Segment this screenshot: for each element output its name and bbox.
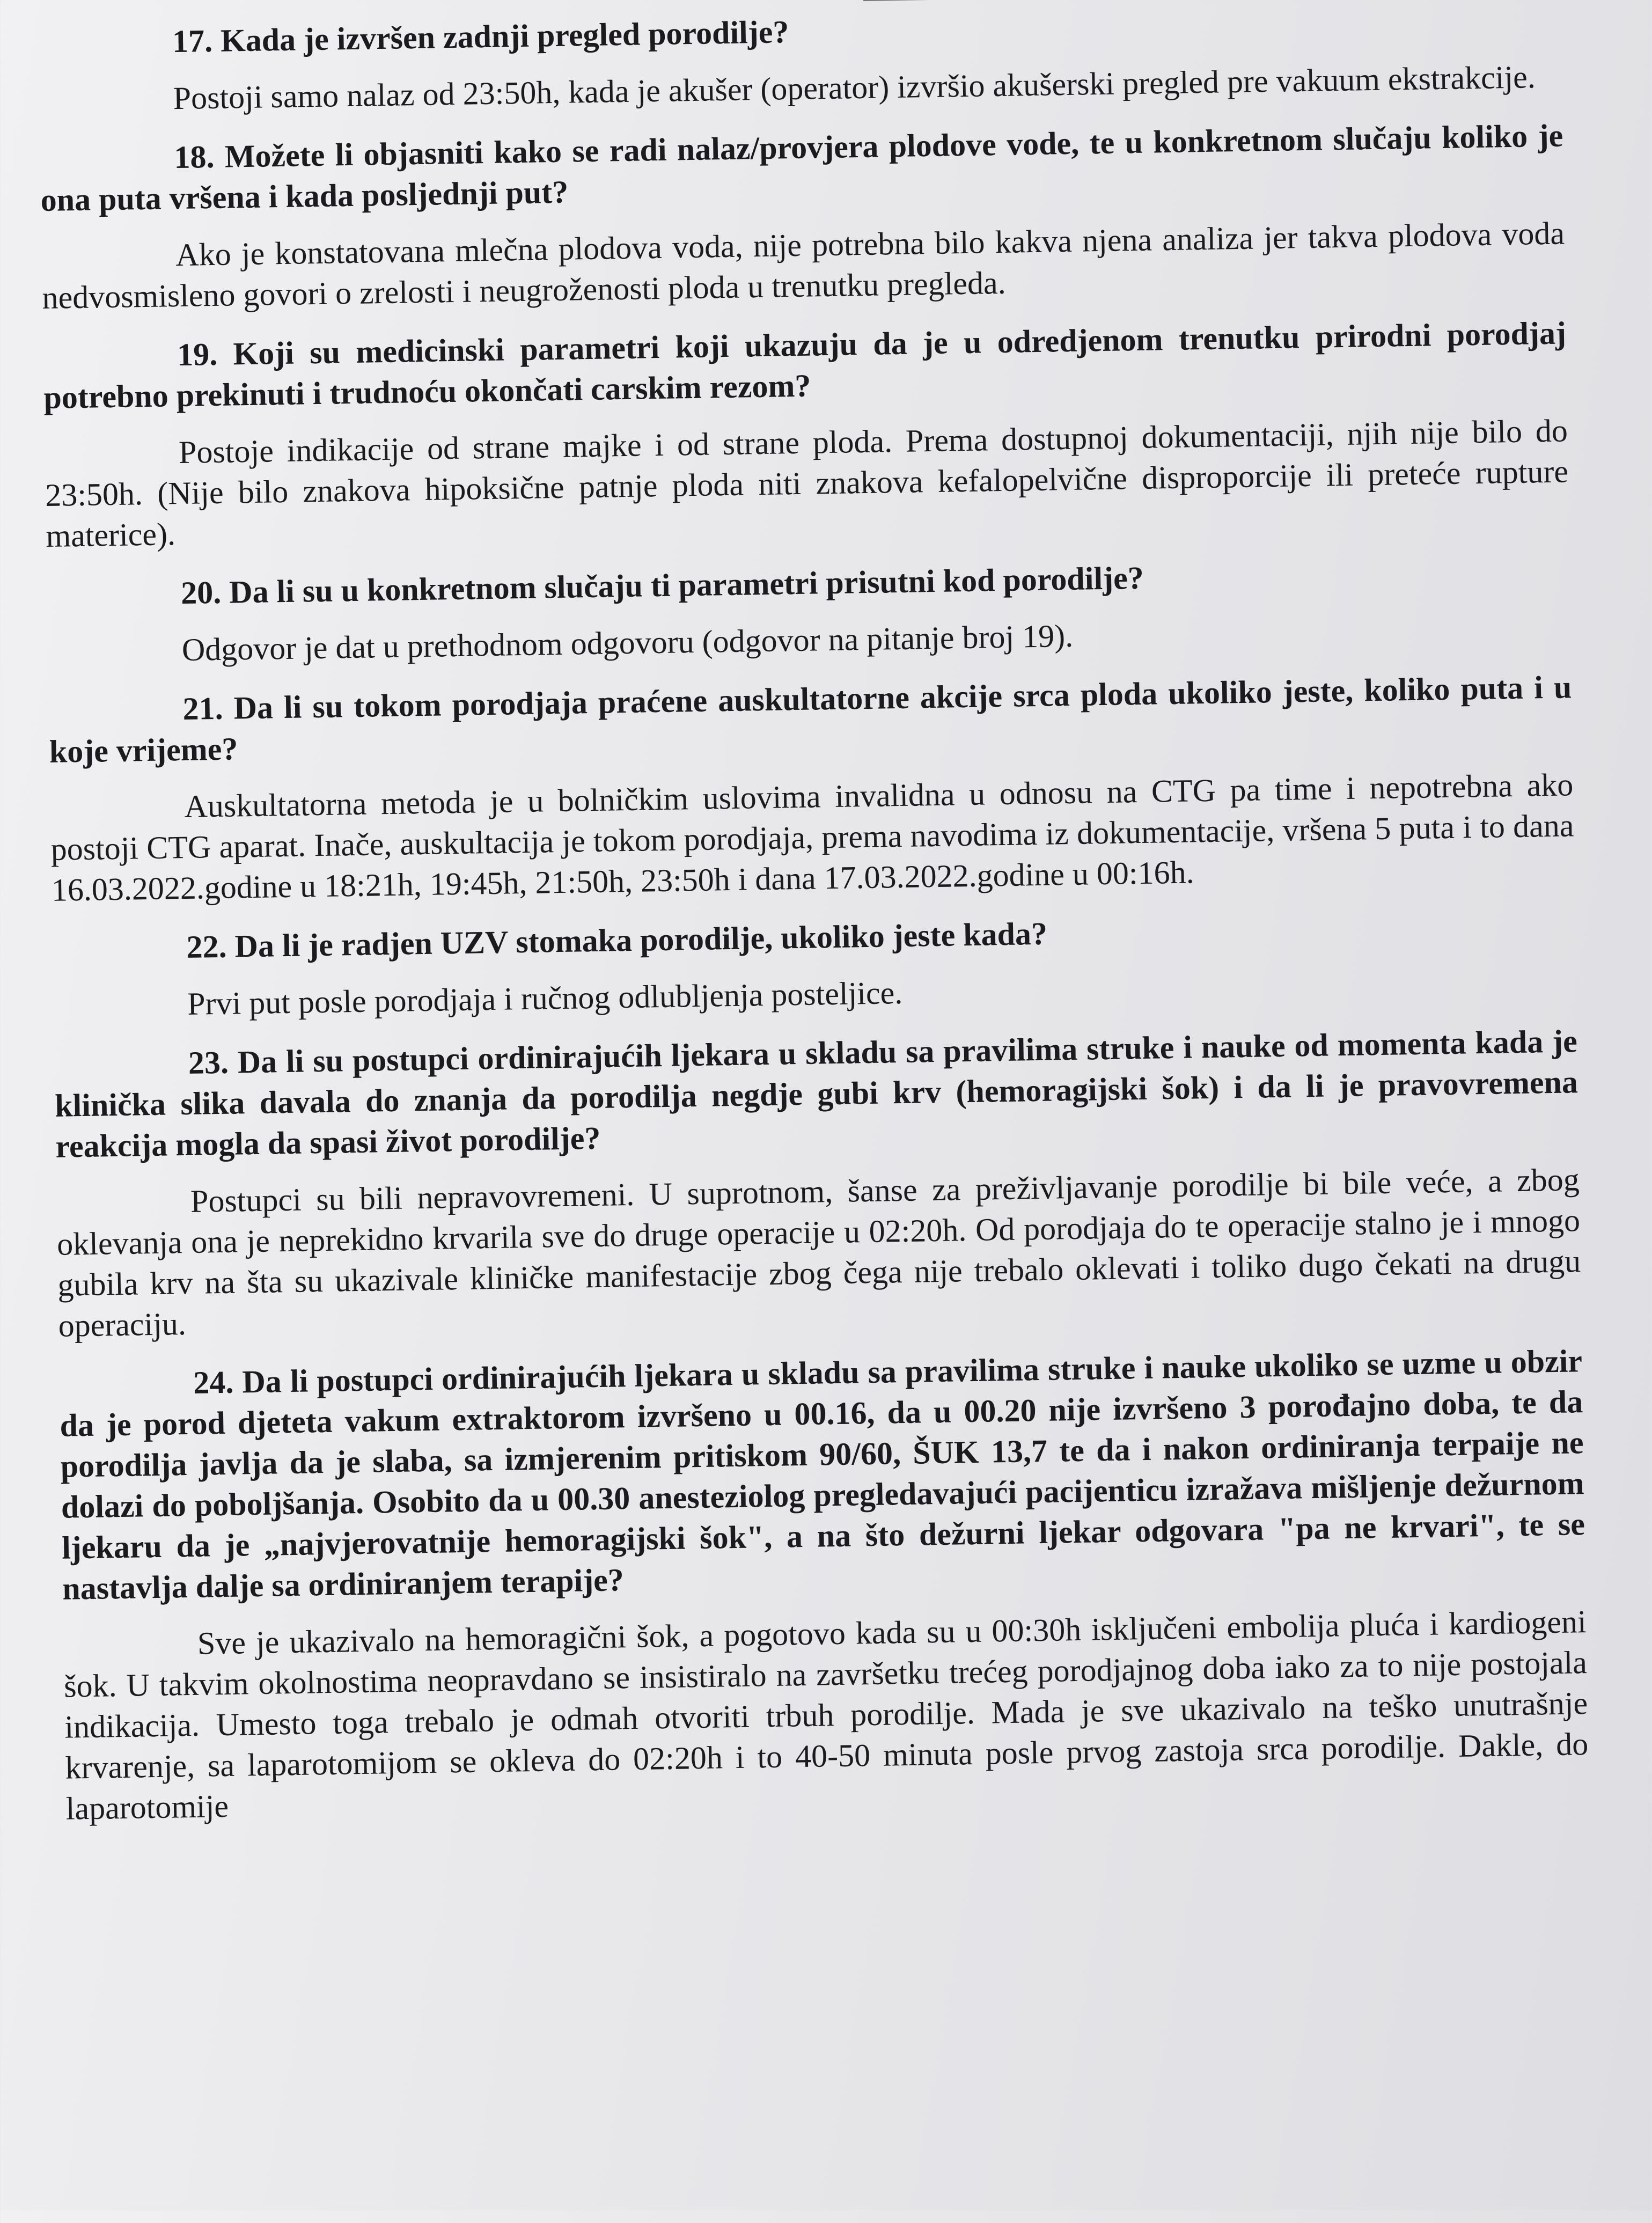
answer-20: Odgovor je dat u prethodnom odgovoru (odgovor na pitanje broj 19). bbox=[181, 618, 1074, 668]
question-20: 20. Da li su u konkretnom slučaju ti parametri prisutni kod porodilje? bbox=[180, 560, 1144, 611]
answer-24: Sve je ukazivalo na hemoragični šok, a pogotovo kada su u 00:30h isključeni embolija pluća i kardiogeni šok. U takvim okolnostima neopravdano se insistiralo na završetku trećeg porodjajnog doba iako za to nije postojala indikacija. Umesto toga trebalo je odmah otvoriti trbuh porodilje. Mada je sve ukazivalo na teško unutrašnje krvarenje, sa laparotomijom se okleva do 02:20h i to 40-50 minuta posle prvog zastoja srca porodilje. Dakle, do laparotomije bbox=[63, 1604, 1589, 1826]
question-24: 24. Da li postupci ordinirajućih ljekara u skladu sa pravilima struke i nauke ukoliko se uzme u obzir da je porod djeteta vakum extraktorom izvršeno u 00.16, da u 00.20 nije izvršeno 3 porođajno doba, te da porodilja javlja da je slaba, sa izmjerenim pritiskom 90/60, ŠUK 13,7 te da i nakon ordiniranja terpaije ne dolazi do poboljšanja. Osobito da u 00.30 anesteziolog pregledavajući pacijenticu izražava mišljenje dežurnom ljekaru da je „najvjerovatnije hemoragijski šok", a na što dežurni ljekar odgovara "pa ne krvari", te se nastavlja dalje sa ordiniranjem terapije? bbox=[60, 1343, 1585, 1606]
answer-21: Auskultatorna metoda je u bolničkim uslovima invalidna u odnosu na CTG pa time i nepotrebna ako postoji CTG aparat. Inače, auskultacija je tokom porodjaja, prema navodima iz dokumentacije, vršena 5 puta i to dana 16.03.2022.godine u 18:21h, 19:45h, 21:50h, 23:50h i dana 17.03.2022.godine u 00:16h. bbox=[50, 767, 1574, 908]
answer-23: Postupci su bili nepravovremeni. U suprotnom, šanse za preživljavanje porodilje bi bile veće, a zbog oklevanja ona je neprekidno krvarila sve do druge operacije u 02:20h. Od porodjaja do te operacije stalno je i mnogo gubila krv na šta su ukazivale kliničke manifestacije zbog čega nije trebalo oklevati i toliko dugo čekati na drugu operaciju. bbox=[56, 1162, 1581, 1344]
question-18: 18. Možete li objasniti kako se radi nalaz/provjera plodove vode, te u konkretnom slučaju koliko je ona puta vršena i kada posljednji put? bbox=[40, 118, 1563, 218]
question-17: 17. Kada je izvršen zadnji pregled porodilje? bbox=[172, 14, 789, 60]
question-22: 22. Da li je radjen UZV stomaka porodilje, ukoliko jeste kada? bbox=[186, 915, 1048, 965]
answer-17: Postoji samo nalaz od 23:50h, kada je akušer (operator) izvršio akušerski pregled pre vakuum ekstrakcije. bbox=[173, 59, 1536, 116]
answer-18: Ako je konstatovana mlečna plodova voda, nije potrebna bilo kakva njena analiza jer takva plodova voda nedvosmisleno govori o zrelosti i neugroženosti ploda u trenutku pregleda. bbox=[42, 215, 1565, 316]
top-rule bbox=[863, 0, 1373, 1]
question-21: 21. Da li su tokom porodjaja praćene auskultatorne akcije srca ploda ukoliko jeste, koliko puta i u koje vrijeme? bbox=[49, 669, 1572, 769]
question-19: 19. Koji su medicinski parametri koji ukazuju da je u odredjenom trenutku prirodni porodjaj potrebno prekinuti i trudnoću okončati carskim rezom? bbox=[43, 315, 1567, 415]
answer-22: Prvi put posle porodjaja i ručnog odlubljenja posteljice. bbox=[187, 974, 903, 1022]
answer-19: Postoje indikacije od strane majke i od strane ploda. Prema dostupnoj dokumentaciji, njih nije bilo do 23:50h. (Nije bilo znakova hipoksične patnje ploda niti znakova kefalopelvične disproporcije ili preteće rupture materice). bbox=[45, 413, 1569, 554]
question-23: 23. Da li su postupci ordinirajućih ljekara u skladu sa pravilima struke i nauke od momenta kada je klinička slika davala do znanja da porodilja negdje gubi krv (hemoragijski šok) i da li je pravovremena reakcija mogla da spasi život porodilje? bbox=[54, 1023, 1578, 1164]
